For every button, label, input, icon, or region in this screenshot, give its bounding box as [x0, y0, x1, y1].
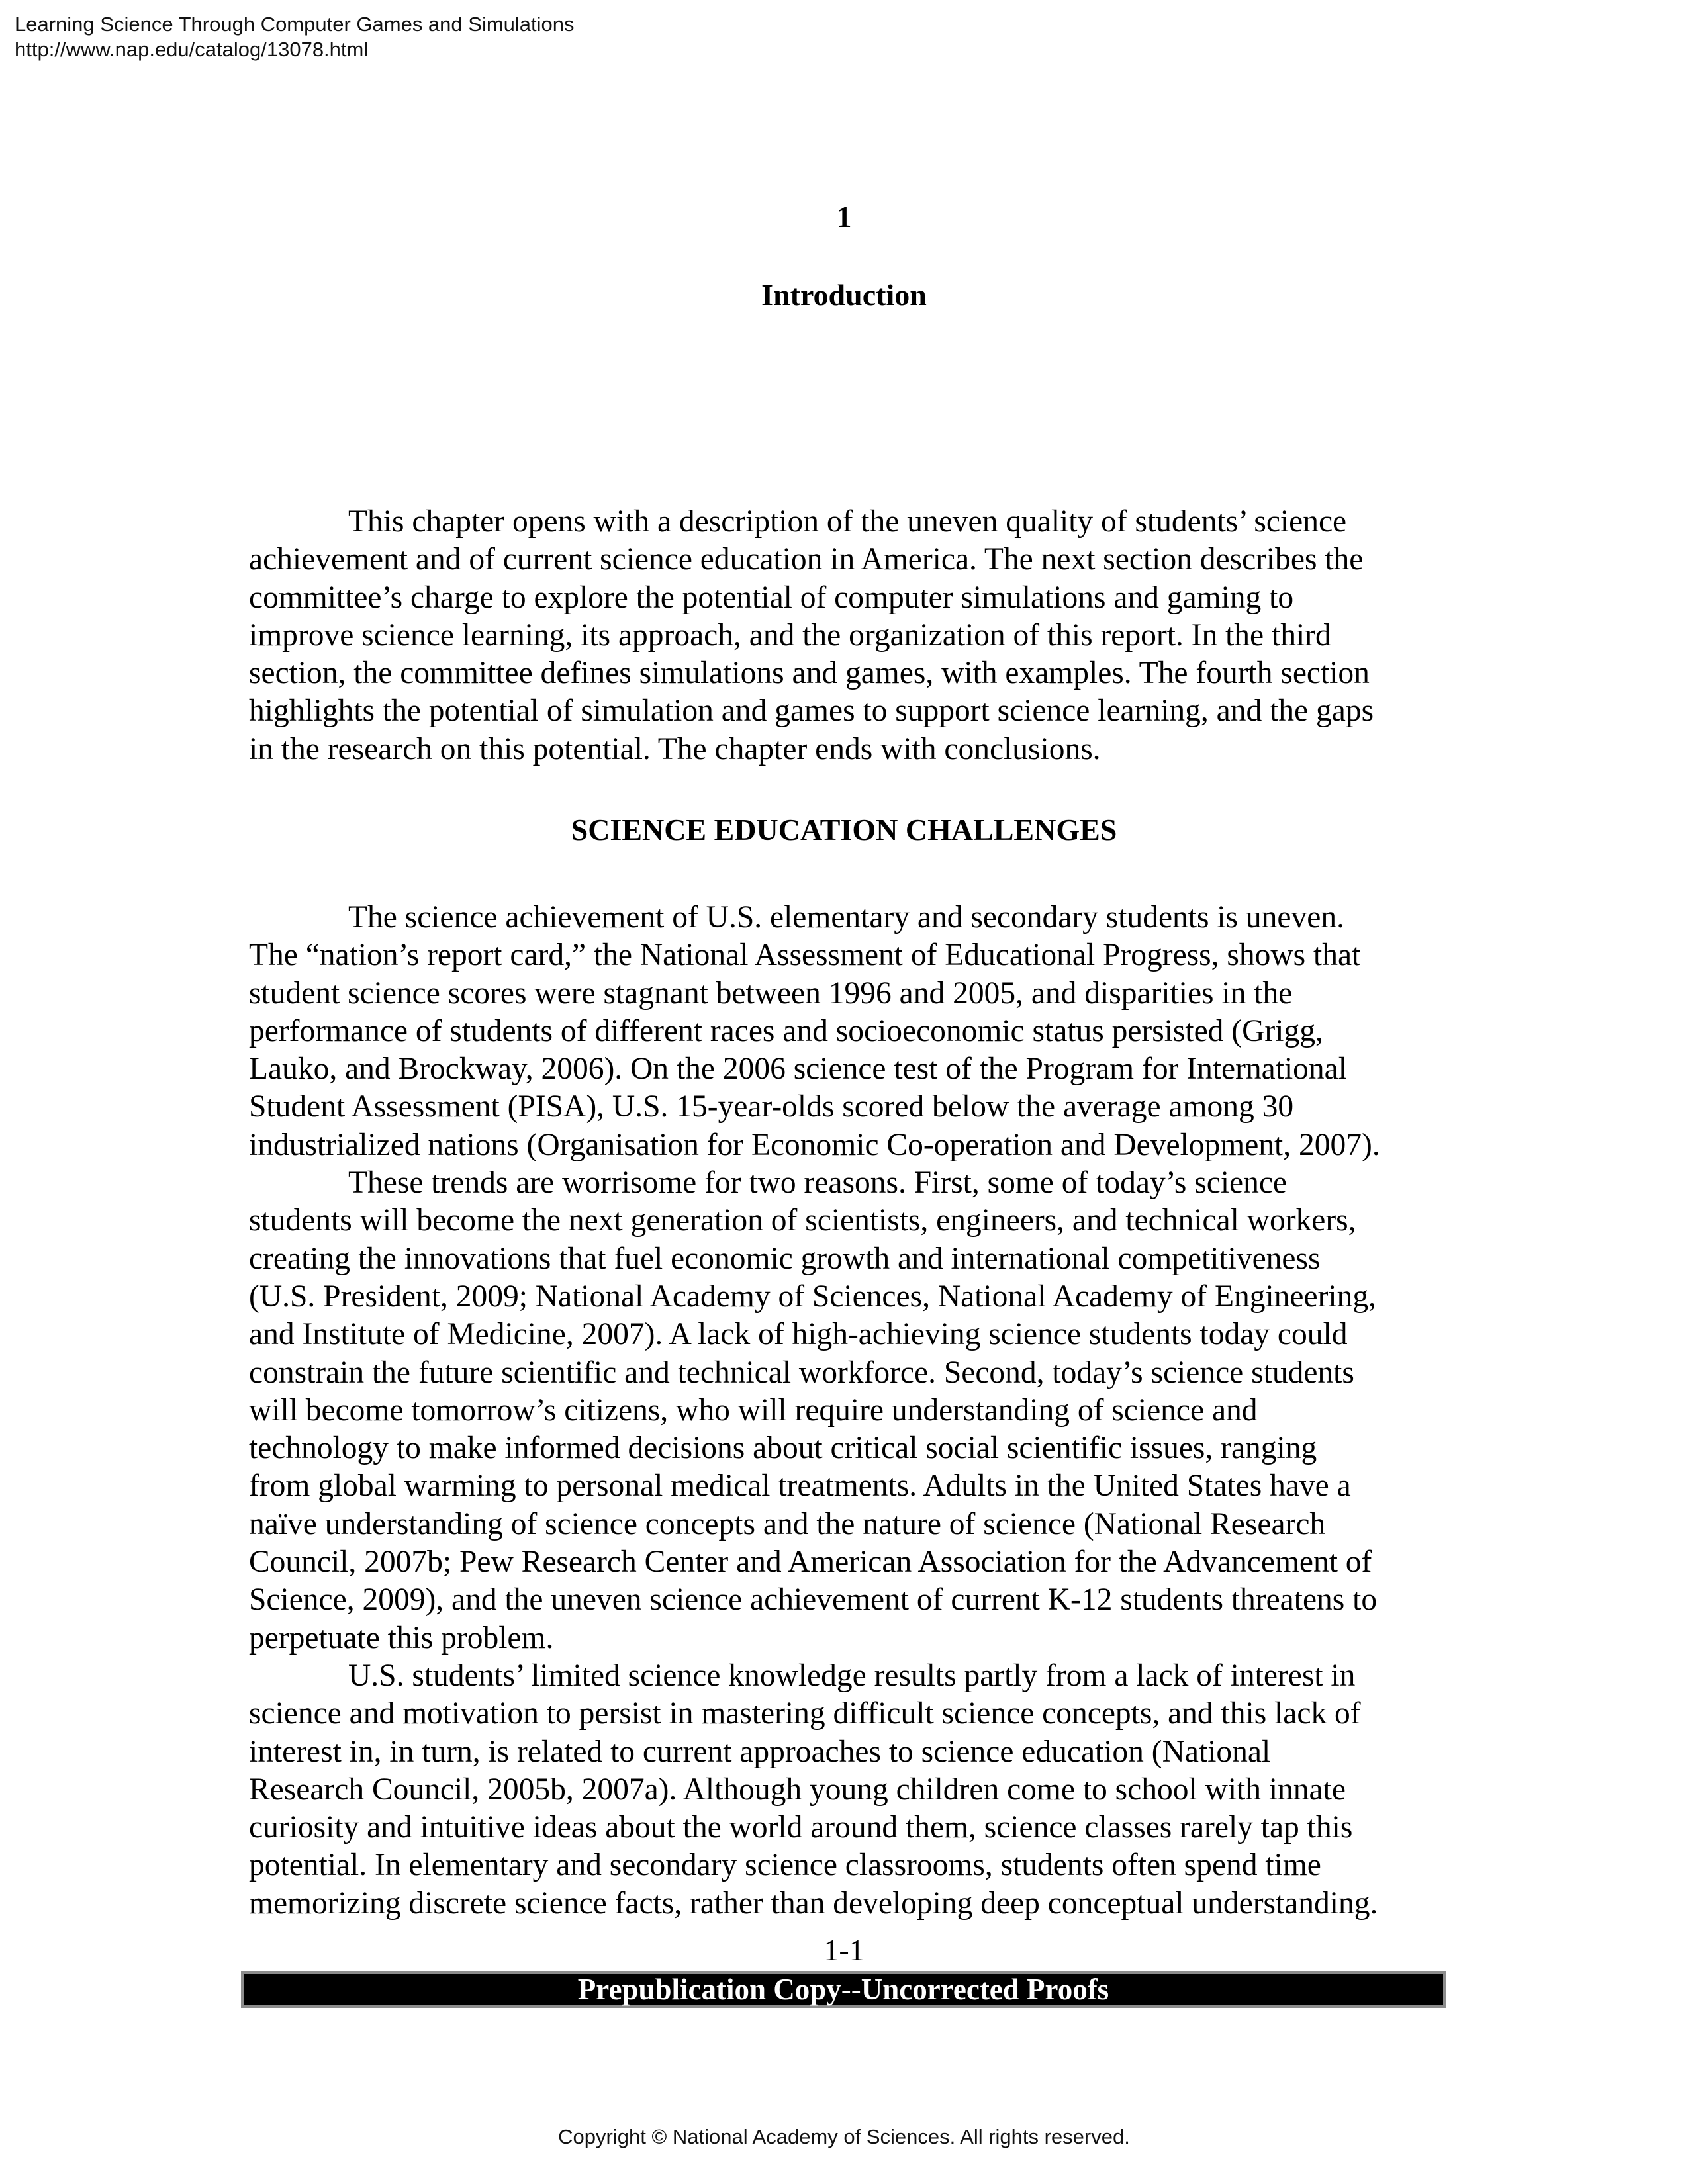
text-line: students will become the next generation of scientists, engineers, and technical workers,: [249, 1203, 1356, 1238]
intro-paragraph: [249, 503, 1440, 768]
text-line: technology to make informed decisions about critical social scientific issues, ranging: [249, 1431, 1317, 1466]
text-line: The “nation’s report card,” the National Assessment of Educational Progress, shows that: [249, 938, 1361, 973]
text-line: U.S. students’ limited science knowledge results partly from a lack of interest in: [348, 1658, 1356, 1693]
section-body: [249, 899, 1440, 1923]
text-line: and Institute of Medicine, 2007). A lack of high-achieving science students today could: [249, 1317, 1348, 1352]
text-line: (U.S. President, 2009; National Academy of Sciences, National Academy of Engineering,: [249, 1279, 1376, 1314]
text-line: Council, 2007b; Pew Research Center and American Association for the Advancement of: [249, 1545, 1372, 1580]
text-line: These trends are worrisome for two reasons. First, some of today’s science: [348, 1165, 1288, 1201]
text-line: will become tomorrow’s citizens, who will require understanding of science and: [249, 1392, 1258, 1428]
proof-banner: Prepublication Copy--Uncorrected Proofs: [241, 1971, 1446, 2008]
text-line: Research Council, 2005b, 2007a). Although young children come to school with innate: [249, 1772, 1346, 1807]
chapter-number: 1: [836, 200, 852, 234]
text-line: creating the innovations that fuel economic growth and international competitiveness: [249, 1241, 1321, 1276]
section-heading: SCIENCE EDUCATION CHALLENGES: [571, 813, 1117, 846]
text-line: The science achievement of U.S. elementary and secondary students is uneven.: [348, 900, 1344, 934]
book-title: Learning Science Through Computer Games and Simulations: [15, 13, 575, 36]
text-line: science and motivation to persist in mastering difficult science concepts, and this lack of: [249, 1696, 1361, 1731]
text-line: highlights the potential of simulation and games to support science learning, and the gaps: [249, 694, 1374, 729]
running-header: [15, 12, 575, 62]
text-line: memorizing discrete science facts, rather than developing deep conceptual understanding.: [249, 1886, 1378, 1921]
text-line: improve science learning, its approach, and the organization of this report. In the third: [249, 617, 1331, 653]
text-line: student science scores were stagnant between 1996 and 2005, and disparities in the: [249, 976, 1293, 1011]
text-line: curiosity and intuitive ideas about the world around them, science classes rarely tap this: [249, 1810, 1353, 1845]
text-line: achievement and of current science education in America. The next section describes the: [249, 542, 1364, 577]
text-line: in the research on this potential. The chapter ends with conclusions.: [249, 731, 1101, 766]
text-line: potential. In elementary and secondary science classrooms, students often spend time: [249, 1848, 1321, 1883]
text-line: constrain the future scientific and technical workforce. Second, today’s science students: [249, 1355, 1354, 1390]
copyright-footer: Copyright © National Academy of Sciences. All rights reserved.: [558, 2125, 1130, 2148]
text-line: performance of students of different races and socioeconomic status persisted (Grigg,: [249, 1013, 1323, 1048]
text-line: Lauko, and Brockway, 2006). On the 2006 science test of the Program for International: [249, 1052, 1347, 1087]
text-line: committee’s charge to explore the potential of computer simulations and gaming to: [249, 580, 1294, 615]
text-line: naïve understanding of science concepts and the nature of science (National Research: [249, 1506, 1326, 1541]
chapter-title: Introduction: [761, 278, 927, 312]
text-line: industrialized nations (Organisation for Economic Co-operation and Development, 2007).: [249, 1127, 1380, 1162]
catalog-url: http://www.nap.edu/catalog/13078.html: [15, 38, 369, 61]
text-line: This chapter opens with a description of the uneven quality of students’ science: [348, 504, 1347, 539]
text-line: perpetuate this problem.: [249, 1620, 554, 1655]
text-line: Student Assessment (PISA), U.S. 15-year-olds scored below the average among 30: [249, 1089, 1294, 1124]
text-line: from global warming to personal medical treatments. Adults in the United States have a: [249, 1469, 1351, 1504]
text-line: interest in, in turn, is related to current approaches to science education (National: [249, 1734, 1271, 1769]
text-line: Science, 2009), and the uneven science achievement of current K-12 students threatens to: [249, 1582, 1378, 1617]
page-number: 1-1: [823, 1933, 865, 1967]
text-line: section, the committee defines simulations and games, with examples. The fourth section: [249, 656, 1370, 691]
